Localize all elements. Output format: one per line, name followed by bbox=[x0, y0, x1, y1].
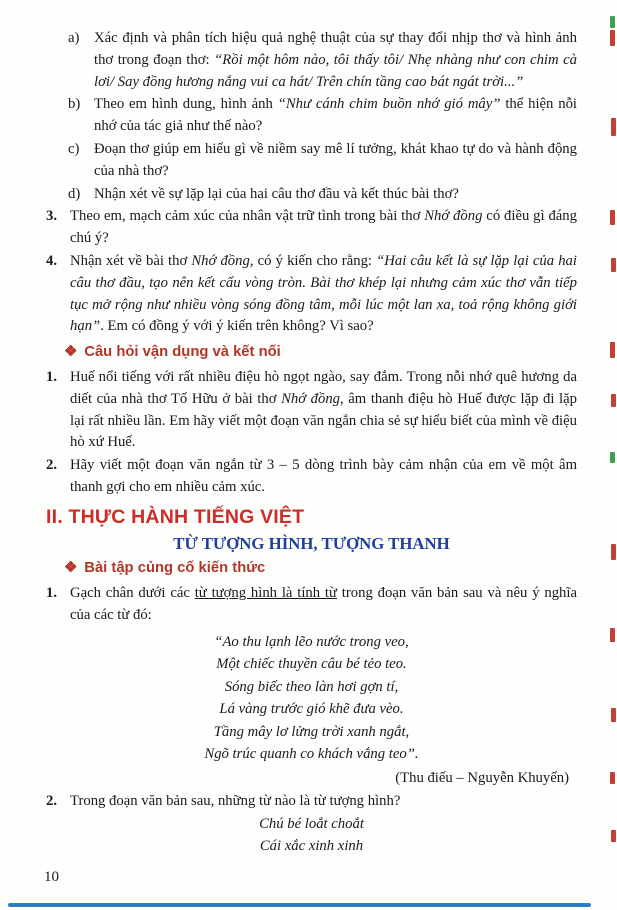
question-text: Huế nổi tiếng với rất nhiều điệu hò ngọt ngào, say đắm. Trong nỗi nhớ quê hương da diết của nhà thơ Tố Hữu ở bài thơ Nhớ đồng, âm thanh điệu hò Huế được lặp đi lặp lại rất nhiều lần. Em hãy viết một đoạn văn ngắn chia sẻ sự hiểu biết của mình về điệu hò xứ Huế. bbox=[70, 368, 577, 451]
section-subheading: TỪ TƯỢNG HÌNH, TƯỢNG THANH bbox=[173, 533, 450, 553]
exercise-item-1 bbox=[46, 583, 577, 627]
scan-mark-green bbox=[610, 452, 615, 463]
question-item-4 bbox=[46, 251, 577, 338]
application-heading bbox=[64, 342, 577, 364]
question-item-b bbox=[68, 94, 577, 138]
application-item-2 bbox=[46, 455, 577, 499]
scan-mark-red bbox=[611, 258, 616, 272]
scan-mark-red bbox=[610, 342, 615, 358]
scan-mark-red bbox=[610, 772, 615, 784]
poem-line: Lá vàng trước gió khẽ đưa vèo. bbox=[219, 701, 404, 718]
scan-mark-red bbox=[610, 628, 615, 642]
question-label: 3. bbox=[46, 208, 58, 225]
scan-mark-red bbox=[610, 30, 615, 46]
exercise-heading-label: Bài tập củng cố kiến thức bbox=[84, 560, 266, 577]
application-item-1 bbox=[46, 367, 577, 454]
exercise-item-2 bbox=[46, 791, 577, 813]
question-item-a bbox=[68, 28, 577, 93]
scan-mark-red bbox=[610, 210, 615, 225]
poem-block bbox=[46, 631, 577, 766]
question-label: b) bbox=[68, 96, 81, 113]
poem-attribution: (Thu điếu – Nguyễn Khuyến) bbox=[395, 769, 569, 786]
scan-mark-red bbox=[611, 830, 616, 842]
application-heading-label: Câu hỏi vận dụng và kết nối bbox=[84, 344, 281, 361]
question-text: Nhận xét về sự lặp lại của hai câu thơ đầu và kết thúc bài thơ? bbox=[94, 185, 459, 202]
scan-mark-red bbox=[611, 544, 616, 560]
question-label: c) bbox=[68, 140, 80, 157]
question-item-d bbox=[68, 184, 577, 206]
question-label: d) bbox=[68, 185, 81, 202]
poem-line: Sóng biếc theo làn hơi gợn tí, bbox=[224, 678, 399, 695]
quoted-verse-block bbox=[46, 813, 577, 857]
question-label: 4. bbox=[46, 252, 58, 269]
question-text: Theo em hình dung, hình ảnh “Như cánh chim buồn nhớ gió mây” thể hiện nỗi nhớ của tác giả như thế nào? bbox=[94, 96, 577, 135]
question-label: 2. bbox=[46, 792, 58, 809]
scan-edge-line bbox=[8, 903, 591, 907]
question-label: 1. bbox=[46, 585, 58, 602]
question-text: Xác định và phân tích hiệu quả nghệ thuật của sự thay đổi nhịp thơ và hình ảnh thơ trong đoạn thơ: “Rồi một hôm nào, tôi thấy tôi/ Nhẹ nhàng như con chim cà lơi/ Say đồng hương nắng vui ca hát/ Trên chín tầng cao bát ngát trời...” bbox=[94, 30, 577, 90]
question-text: Nhận xét về bài thơ Nhớ đồng, có ý kiến cho rằng: “Hai câu kết là sự lặp lại của hai câu thơ đầu, tạo nên kết cấu vòng tròn. Bài thơ khép lại nhưng cảm xúc thơ vẫn tiếp tục mở rộng như nhiều vòng sóng đồng tâm, mỗi lúc một lan xa, toả rộng không giới hạn”. Em có đồng ý với ý kiến trên không? Vì sao? bbox=[70, 252, 577, 335]
question-item-c bbox=[68, 139, 577, 183]
verse-line: Chú bé loắt choắt bbox=[259, 816, 364, 833]
question-item-3 bbox=[46, 206, 577, 250]
diamond-ornament-icon: ❖ bbox=[64, 344, 78, 361]
section-heading: II. THỰC HÀNH TIẾNG VIỆT bbox=[46, 505, 305, 528]
question-label: 2. bbox=[46, 457, 58, 474]
poem-line: Một chiếc thuyền câu bé tẻo teo. bbox=[216, 656, 407, 673]
question-text: Trong đoạn văn bản sau, những từ nào là từ tượng hình? bbox=[70, 792, 401, 809]
question-text: Gạch chân dưới các từ tượng hình là tính từ trong đoạn văn bản sau và nêu ý nghĩa của các từ đó: bbox=[70, 585, 577, 623]
exercise-heading bbox=[64, 558, 577, 580]
verse-line: Cái xắc xinh xinh bbox=[259, 838, 364, 855]
diamond-ornament-icon: ❖ bbox=[64, 560, 78, 577]
question-label: 1. bbox=[46, 368, 58, 385]
question-text: Đoạn thơ giúp em hiểu gì về niềm say mê lí tưởng, khát khao tự do và hành động của nhà thơ? bbox=[94, 140, 577, 179]
scan-mark-green bbox=[610, 16, 615, 28]
question-label: a) bbox=[68, 30, 80, 46]
question-text: Hãy viết một đoạn văn ngắn từ 3 – 5 dòng trình bày cảm nhận của em về một âm thanh gợi cho em nhiều cảm xúc. bbox=[70, 457, 577, 495]
question-text: Theo em, mạch cảm xúc của nhân vật trữ tình trong bài thơ Nhớ đồng có điều gì đáng chú ý? bbox=[70, 208, 577, 247]
scan-mark-red bbox=[611, 708, 616, 722]
page-number: 10 bbox=[44, 869, 59, 885]
scan-mark-red bbox=[611, 118, 616, 136]
poem-line: Tầng mây lơ lửng trời xanh ngắt, bbox=[213, 723, 410, 740]
poem-line: “Ao thu lạnh lẽo nước trong veo, bbox=[214, 633, 409, 650]
poem-line: Ngõ trúc quanh co khách vắng teo”. bbox=[204, 746, 419, 763]
scan-mark-red bbox=[611, 394, 616, 407]
